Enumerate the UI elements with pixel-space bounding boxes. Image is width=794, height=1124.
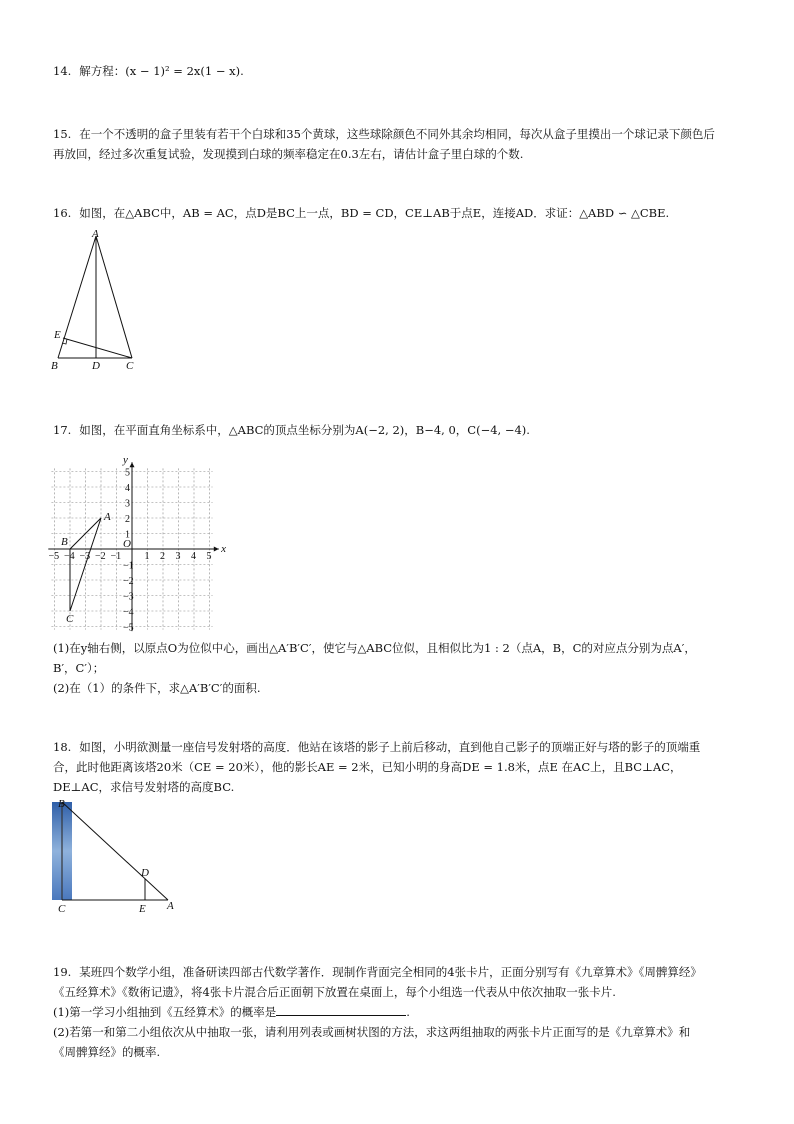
origin-label: O [123,538,131,550]
point-label-C: C [66,613,74,625]
coordinate-grid-17 [48,446,240,634]
y-tick-label: −1 [123,560,134,572]
question-text: 如图，在平面直角坐标系中，△ABC的顶点坐标分别为A(−2, 2)，B−4, 0，C(−4, −4). [79,423,530,437]
question-number: 14. [53,64,72,78]
y-tick-label: −3 [123,591,134,603]
question-text-line2: 再放回，经过多次重复试验，发现摸到白球的频率稳定在0.3左右，请估计盒子里白球的个数. [53,147,524,161]
question-text-line2: 《五经算术》《数術记遗》，将4张卡片混合后正面朝下放置在桌面上，每个小组选一代表从中依次抽取一张卡片. [53,985,616,999]
x-tick-label: −3 [79,551,91,562]
question-number: 16. [53,206,72,220]
label-A: A [167,900,174,912]
x-tick-label: 5 [206,551,212,562]
y-tick-label: −4 [123,607,134,618]
label-E: E [54,329,61,341]
y-tick-label: 2 [125,514,130,525]
y-tick-label: 4 [125,483,130,494]
x-tick-label: 4 [191,551,196,562]
x-tick-label: −2 [95,551,106,562]
label-E: E [139,903,146,915]
question-text-line2: 合，此时他距离该塔20米（CE = 20米），他的影长AE = 2米，已知小明的身高DE = 1.8米，点E 在AC上，且BC⊥AC， [53,760,682,774]
question-17 [53,420,753,440]
question-text-line1: 在一个不透明的盒子里装有若干个白球和35个黄球，这些球除颜色不同外其余均相同，每次从盒子里摸出一个球记录下颜色后 [79,127,715,141]
question-18 [53,737,753,797]
y-tick-label: −5 [123,622,134,634]
label-B: B [51,360,58,372]
y-axis-arrow [130,462,135,467]
label-C: C [58,903,66,915]
part1-line1: (1)在y轴右侧，以原点O为位似中心，画出△A′B′C′，使它与△ABC位似，且相似比为1 : 2（点A，B，C的对应点分别为点A′， [53,641,696,655]
label-D: D [141,867,149,879]
question-19 [53,962,753,1062]
part2-line1: (2)若第一和第二小组依次从中抽取一张，请利用列表或画树状图的方法，求这两组抽取的两张卡片正面写的是《九章算术》和 [53,1025,691,1039]
question-17-parts [53,638,753,698]
part2-line2: 《周髀算经》的概率. [53,1045,161,1059]
question-text: 如图，在△ABC中，AB = AC，点D是BC上一点，BD = CD，CE⊥AB于点E，连接AD．求证：△ABD ∽ △CBE. [79,206,670,220]
question-number: 19. [53,965,72,979]
question-text-line1: 如图，小明欲测量一座信号发射塔的高度．他站在该塔的影子上前后移动，直到他自己影子的顶端正好与塔的影子的顶端重 [79,740,701,754]
point-label-A: A [104,511,111,523]
label-A: A [92,228,99,240]
question-14 [53,61,753,81]
answer-blank[interactable] [276,1003,406,1016]
x-tick-label: 3 [175,551,181,562]
y-axis-label: y [123,453,128,466]
x-tick-label: −1 [110,551,122,562]
x-axis-label: x [221,543,227,555]
question-number: 17. [53,423,72,437]
x-tick-label: 1 [144,551,150,562]
label-D: D [92,360,100,372]
question-text: 解方程：(x − 1)² = 2x(1 − x). [79,64,244,78]
y-tick-label: 3 [125,498,130,510]
y-tick-label: 5 [125,467,130,479]
question-number: 18. [53,740,72,754]
question-text-line1: 某班四个数学小组，准备研读四部古代数学著作．现制作背面完全相同的4张卡片，正面分别写有《九章算术》《周髀算经》 [79,965,702,979]
part2: (2)在（1）的条件下，求△A′B′C′的面积. [53,681,261,695]
label-B: B [58,798,65,810]
x-tick-label: 2 [160,551,165,562]
part1: (1)第一学习小组抽到《五经算术》的概率是 [53,1005,277,1019]
question-16 [53,203,753,223]
x-tick-label: −4 [64,551,75,562]
triangle-figure-16 [50,228,150,378]
point-label-B: B [61,536,68,548]
question-15 [53,124,753,164]
y-tick-label: 1 [125,529,130,541]
part1-end: . [406,1005,410,1019]
y-tick-label: −2 [123,576,134,587]
tower-figure-18 [50,796,190,916]
label-C: C [126,360,134,372]
question-text-line3: DE⊥AC，求信号发射塔的高度BC. [53,780,235,794]
part1-line2: B′，C′）； [53,661,105,675]
x-axis-arrow [214,547,219,552]
question-number: 15. [53,127,72,141]
x-tick-label: −5 [48,551,60,562]
